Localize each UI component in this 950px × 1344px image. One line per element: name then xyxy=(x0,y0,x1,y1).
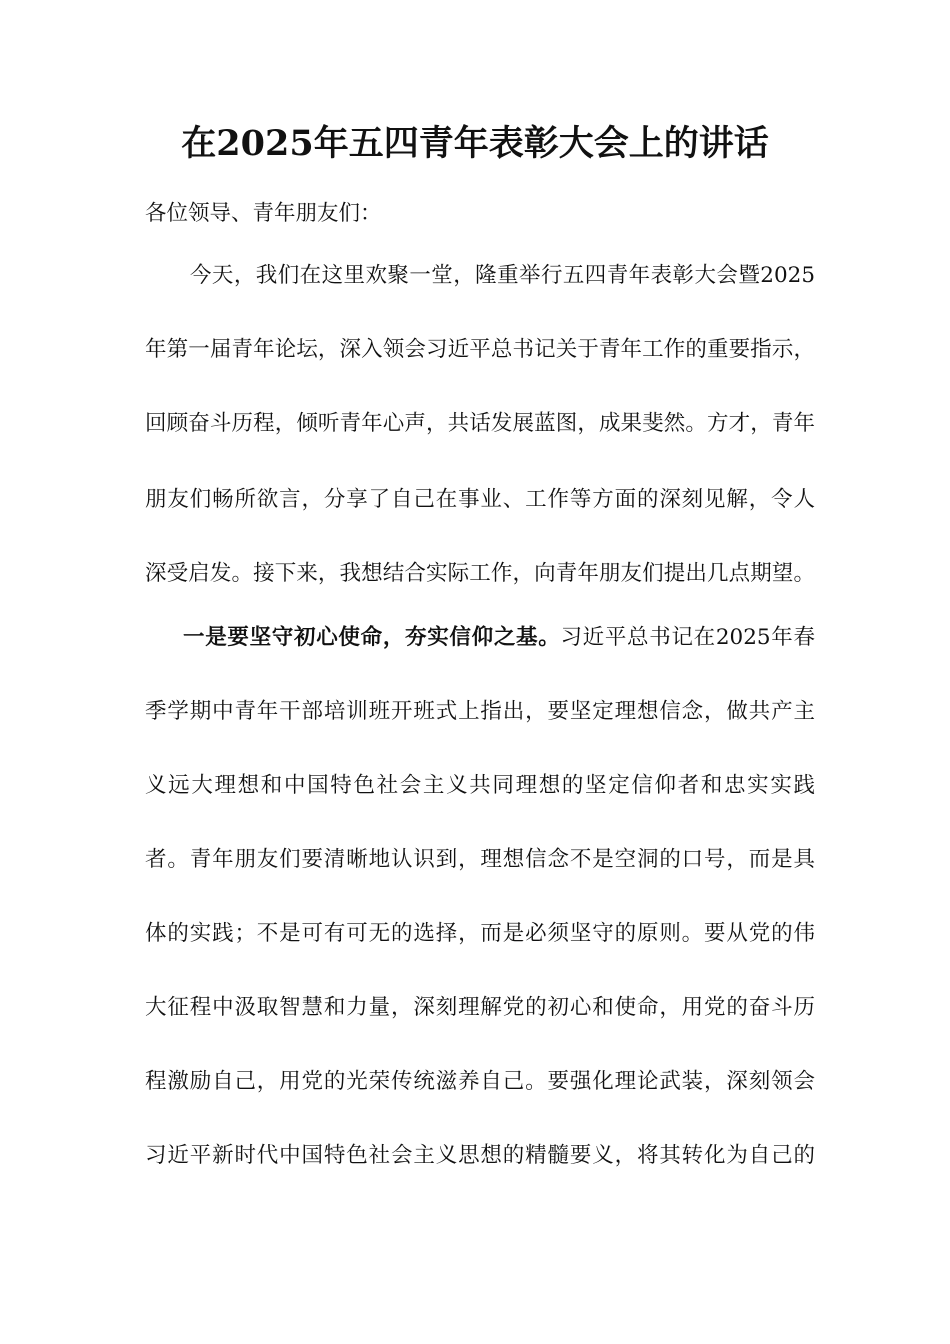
paragraph-line: 体的实践；不是可有可无的选择，而是必须坚守的原则。要从党的伟 xyxy=(145,921,815,946)
paragraph-line xyxy=(183,624,815,652)
salutation: 各位领导、青年朋友们： xyxy=(145,201,382,226)
paragraph-line: 义远大理想和中国特色社会主义共同理想的坚定信仰者和忠实实践 xyxy=(145,773,815,798)
paragraph-line: 朋友们畅所欲言，分享了自己在事业、工作等方面的深刻见解，令人 xyxy=(145,487,815,512)
paragraph-line: 回顾奋斗历程，倾听青年心声，共话发展蓝图，成果斐然。方才，青年 xyxy=(145,411,815,436)
paragraph-line: 季学期中青年干部培训班开班式上指出，要坚定理想信念，做共产主 xyxy=(145,699,815,724)
point-text: 习近平总书记在2025年春 xyxy=(560,625,815,650)
paragraph-line: 深受启发。接下来，我想结合实际工作，向青年朋友们提出几点期望。 xyxy=(145,561,815,586)
paragraph-line: 者。青年朋友们要清晰地认识到，理想信念不是空洞的口号，而是具 xyxy=(145,847,815,872)
paragraph-line: 大征程中汲取智慧和力量，深刻理解党的初心和使命，用党的奋斗历 xyxy=(145,995,815,1020)
paragraph-line: 习近平新时代中国特色社会主义思想的精髓要义，将其转化为自己的 xyxy=(145,1143,815,1168)
paragraph-line: 程激励自己，用党的光荣传统滋养自己。要强化理论武装，深刻领会 xyxy=(145,1069,815,1094)
document-title: 在2025年五四青年表彰大会上的讲话 xyxy=(181,123,769,164)
paragraph-line: 年第一届青年论坛，深入领会习近平总书记关于青年工作的重要指示， xyxy=(145,337,815,362)
point-heading: 一是要坚守初心使命，夯实信仰之基。 xyxy=(183,625,561,650)
paragraph-line: 今天，我们在这里欢聚一堂，隆重举行五四青年表彰大会暨2025 xyxy=(190,263,815,288)
